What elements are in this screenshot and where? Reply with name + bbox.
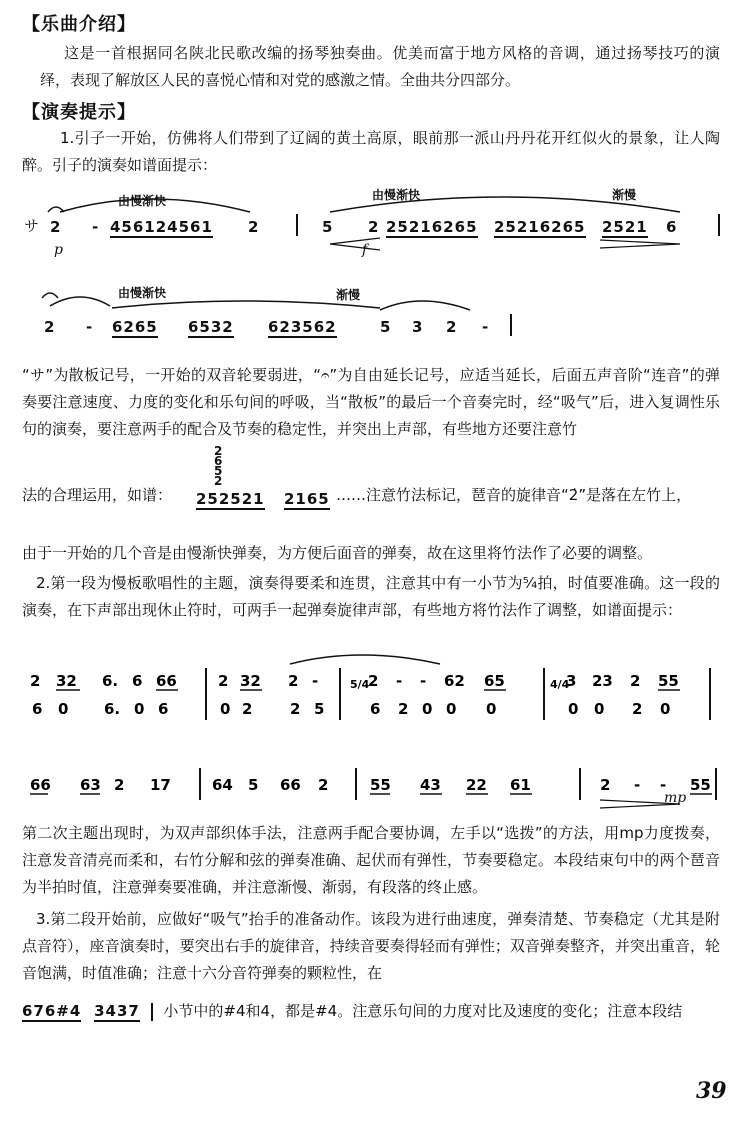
fermata — [42, 293, 58, 298]
note-upper: 2 — [30, 672, 41, 690]
note-lower: 2 — [632, 700, 643, 718]
note-group: 6265 — [112, 318, 158, 336]
note-lower: 0 — [660, 700, 671, 718]
note: 5 — [322, 218, 334, 236]
note-upper: - — [312, 672, 319, 690]
note-upper: - — [396, 672, 403, 690]
time-signature: 5/4 — [350, 678, 370, 691]
inline-notes: 676#4 — [22, 1002, 82, 1020]
note-upper: 66 — [156, 672, 177, 690]
note-upper: - — [634, 776, 641, 794]
note-lower: 0 — [422, 700, 433, 718]
note-upper: 6 — [132, 672, 143, 690]
note: 2 — [446, 318, 458, 336]
note-upper: 17 — [150, 776, 171, 794]
paragraph-3: 2.第一段为慢板歌唱性的主题，演奏得要柔和连贯，注意其中有一小节为⁵⁄₄拍，时值要准确。这一段的演奏，在下声部出现休止符时，可两手一起弹奏旋律声部，有些地方将竹法作了调整，如谱面提示： — [22, 574, 720, 619]
paragraph-2: “サ”为散板记号，一开始的双音轮要弱进，“𝄐”为自由延长记号，应适当延长，后面五声音阶“连音”的弹奏要注意速度、力度的变化和乐句间的呼吸，当“散板”的最后一个音奏完时，经“吸气”后，进入复调性乐句的演奏，要注意两手的配合及节奏的稳定性，并突出上声部，有些地方还要注意竹 — [22, 366, 720, 438]
note: 6 — [666, 218, 678, 236]
note-upper: 2 — [114, 776, 125, 794]
note-lower: 6. — [104, 700, 121, 718]
note-upper: 6. — [102, 672, 119, 690]
dynamic-mp: mp — [664, 790, 687, 806]
intro-heading: 【乐曲介绍】 — [22, 14, 136, 35]
dynamic-p: p — [54, 242, 63, 258]
slur — [330, 197, 680, 212]
note-upper: 66 — [30, 776, 51, 794]
note-upper: 55 — [658, 672, 679, 690]
note-lower: 0 — [58, 700, 69, 718]
tempo-label: 由慢渐快 — [118, 286, 167, 300]
note: 2 — [44, 318, 56, 336]
arpeggio-stack: 2 6 5 2 — [214, 444, 223, 488]
note: 2 — [368, 218, 380, 236]
note-upper: 2 — [288, 672, 299, 690]
page-number: 39 — [696, 1078, 727, 1104]
note-lower: 2 — [290, 700, 301, 718]
paragraph-5-line — [22, 1000, 682, 1021]
note-upper: - — [420, 672, 427, 690]
note-upper: - — [660, 776, 667, 794]
phrase-slurs — [0, 284, 740, 324]
paragraph-5-text: 小节中的#4和4，都是#4。注意乐句间的力度对比及速度的变化；注意本段结 — [163, 1002, 683, 1020]
note-upper: 2 — [318, 776, 329, 794]
note-lower: 6 — [370, 700, 381, 718]
note-lower: 0 — [220, 700, 231, 718]
note-upper: 65 — [484, 672, 505, 690]
tempo-label: 渐慢 — [612, 188, 637, 202]
slur — [380, 301, 470, 310]
note-run: 2521 — [602, 218, 648, 236]
dash: - — [86, 318, 94, 336]
slur — [112, 301, 380, 308]
note-group: 6532 — [188, 318, 234, 336]
note: 5 — [380, 318, 392, 336]
note-upper: 5 — [248, 776, 259, 794]
note-lower: 0 — [594, 700, 605, 718]
note-group: 6235 — [268, 318, 314, 336]
tempo-label: 渐慢 — [336, 288, 361, 302]
paragraph-2-text: 法的合理运用，如谱： — [22, 486, 173, 504]
paragraph-2-line — [22, 484, 172, 505]
inline-notes: 252521 — [196, 490, 265, 508]
note-lower: 6 — [158, 700, 169, 718]
tempo-label: 由慢渐快 — [118, 194, 167, 208]
note: 2 — [50, 218, 62, 236]
note-lower: 0 — [568, 700, 579, 718]
note-lower: 0 — [446, 700, 457, 718]
note-run: 2521626 — [386, 218, 467, 236]
note-upper: 32 — [240, 672, 261, 690]
dash: - — [482, 318, 490, 336]
note: 3 — [412, 318, 424, 336]
note-lower: 2 — [398, 700, 409, 718]
note-lower: 6 — [32, 700, 43, 718]
note-upper: 22 — [466, 776, 487, 794]
intro-paragraph: 这是一首根据同名陕北民歌改编的扬琴独奏曲。优美而富于地方风格的音调，通过扬琴技巧的演绎，表现了解放区人民的喜悦心情和对党的感激之情。全曲共分四部分。 — [40, 44, 720, 89]
note-upper: 66 — [280, 776, 301, 794]
note-upper: 2 — [218, 672, 229, 690]
paragraph-2-text: ……注意竹法标记，琶音的旋律音“2̇”是落在左竹上， — [336, 486, 692, 504]
inline-notes: 2165 — [284, 490, 330, 508]
note-group: 62 — [313, 318, 337, 336]
tips-paragraph-1: 1.引子一开始，仿佛将人们带到了辽阔的黄土高原，眼前那一派山丹丹花开红似火的景象，让人陶醉。引子的演奏如谱面提示： — [22, 129, 720, 174]
decrescendo — [600, 240, 680, 248]
sanban-mark: サ — [24, 217, 40, 235]
phrase-slurs — [0, 180, 740, 240]
paragraph-5: 3.第二段开始前，应做好“吸气”抬手的准备动作。该段为进行曲速度，弹奏清楚、节奏稳定（尤其是附点音符），座音演奏时，要突出右手的旋律音，持续音要奏得轻而有弹性；双音弹奏整齐，并突出重音，轮音饱满，时值准确；注意十六分音符弹奏的颗粒性，在 — [22, 910, 720, 982]
note-upper: 62 — [444, 672, 465, 690]
slur — [290, 655, 440, 664]
note-run: 25216265 — [494, 218, 586, 236]
inline-notes: 3437 — [94, 1002, 140, 1020]
crescendo — [330, 238, 380, 250]
note-lower: 5 — [314, 700, 325, 718]
note-upper: 61 — [510, 776, 531, 794]
note: 2 — [248, 218, 260, 236]
note-upper: 63 — [80, 776, 101, 794]
dash: - — [92, 218, 100, 236]
note-lower: 2 — [242, 700, 253, 718]
note-upper: 3 — [566, 672, 577, 690]
dynamic-f: f — [362, 242, 368, 258]
time-signature: 4/4 — [550, 678, 570, 691]
note-upper: 55 — [690, 776, 711, 794]
note-run: 456124561 — [110, 218, 213, 236]
note-upper: 43 — [420, 776, 441, 794]
note-lower: 0 — [134, 700, 145, 718]
slur — [50, 297, 110, 306]
paragraph-4: 第二次主题出现时，为双声部织体手法，注意两手配合要协调，左手以“选拨”的方法，用mp力度拨奏，注意发音清亮而柔和，右竹分解和弦的弹奏准确、起伏而有弹性，节奏要稳定。本段结束句中的两个琶音为半拍时值，注意弹奏要准确，并注意渐慢、渐弱，有段落的终止感。 — [22, 824, 720, 896]
barline — [151, 1003, 153, 1021]
note-upper: 55 — [370, 776, 391, 794]
tips-heading: 【演奏提示】 — [22, 102, 136, 123]
note-upper: 23 — [592, 672, 613, 690]
note-upper: 32 — [56, 672, 77, 690]
paragraph-2-text: 由于一开始的几个音是由慢渐快弹奏，为方便后面音的弹奏，故在这里将竹法作了必要的调整。 — [22, 544, 653, 562]
note-upper: 64 — [212, 776, 233, 794]
note-lower: 0 — [486, 700, 497, 718]
note-upper: 2 — [630, 672, 641, 690]
note-upper: 2 — [600, 776, 611, 794]
slur — [60, 199, 250, 212]
note-upper: 2 — [368, 672, 379, 690]
tempo-label: 由慢渐快 — [372, 188, 421, 202]
note: 5 — [466, 218, 478, 236]
